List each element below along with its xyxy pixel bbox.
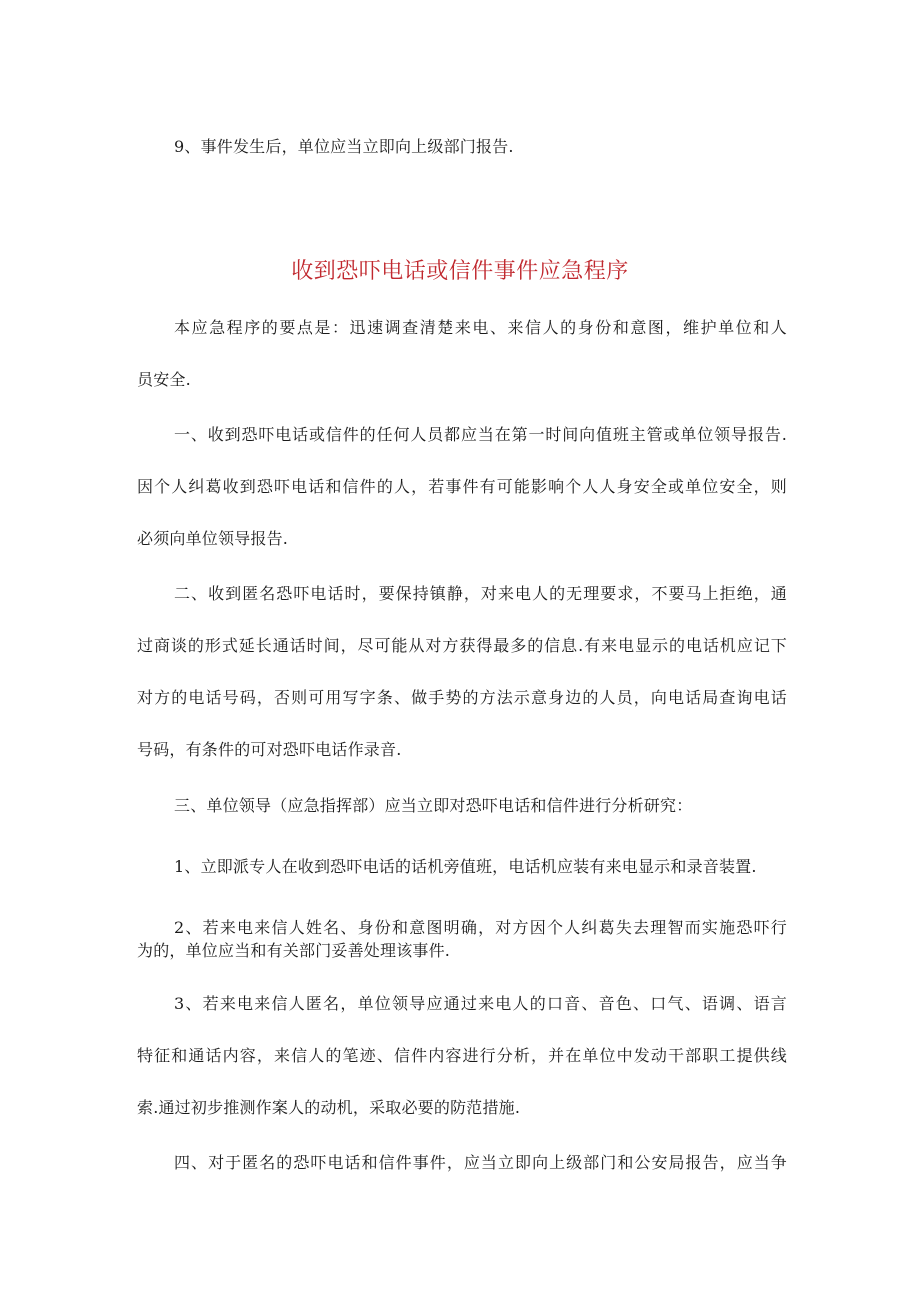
- intro-line-2: 员安全.: [137, 370, 191, 389]
- sub-item-3-line-3: 索.通过初步推测作案人的动机，采取必要的防范措施.: [137, 1098, 521, 1117]
- section4-line-1: 四、对于匿名的恐吓电话和信件事件，应当立即向上级部门和公安局报告，应当争: [174, 1153, 787, 1172]
- sub-item-3-line-2: 特征和通话内容，来信人的笔迹、信件内容进行分析，并在单位中发动干部职工提供线: [137, 1046, 787, 1065]
- section1-line-1: 一、收到恐吓电话或信件的任何人员都应当在第一时间向值班主管或单位领导报告.: [174, 425, 787, 444]
- section-title: 收到恐吓电话或信件事件应急程序: [291, 259, 629, 284]
- section1-line-3: 必须向单位领导报告.: [137, 529, 289, 548]
- section2-line-1: 二、收到匿名恐吓电话时，要保持镇静，对来电人的无理要求，不要马上拒绝，通: [174, 584, 787, 603]
- section1-line-2: 因个人纠葛收到恐吓电话和信件的人，若事件有可能影响个人人身安全或单位安全，则: [137, 477, 787, 496]
- section3-heading: 三、单位领导（应急指挥部）应当立即对恐吓电话和信件进行分析研究：: [174, 796, 693, 815]
- section2-line-4: 号码，有条件的可对恐吓电话作录音.: [137, 740, 402, 759]
- section2-line-3: 对方的电话号码，否则可用写字条、做手势的方法示意身边的人员，向电话局查询电话: [137, 688, 787, 707]
- sub-item-1: 1、立即派专人在收到恐吓电话的话机旁值班，电话机应装有来电显示和录音装置.: [174, 857, 757, 876]
- sub-item-3-line-1: 3、若来电来信人匿名，单位领导应通过来电人的口音、音色、口气、语调、语言: [174, 994, 787, 1013]
- sub-item-2-line-2: 为的，单位应当和有关部门妥善处理该事件.: [137, 941, 451, 960]
- intro-line-1: 本应急程序的要点是：迅速调查清楚来电、来信人的身份和意图，维护单位和人: [174, 318, 787, 337]
- sub-item-2-line-1: 2、若来电来信人姓名、身份和意图明确，对方因个人纠葛失去理智而实施恐吓行: [174, 918, 787, 937]
- item-9: 9、事件发生后，单位应当立即向上级部门报告.: [174, 137, 514, 156]
- section2-line-2: 过商谈的形式延长通话时间，尽可能从对方获得最多的信息.有来电显示的电话机应记下: [137, 636, 787, 655]
